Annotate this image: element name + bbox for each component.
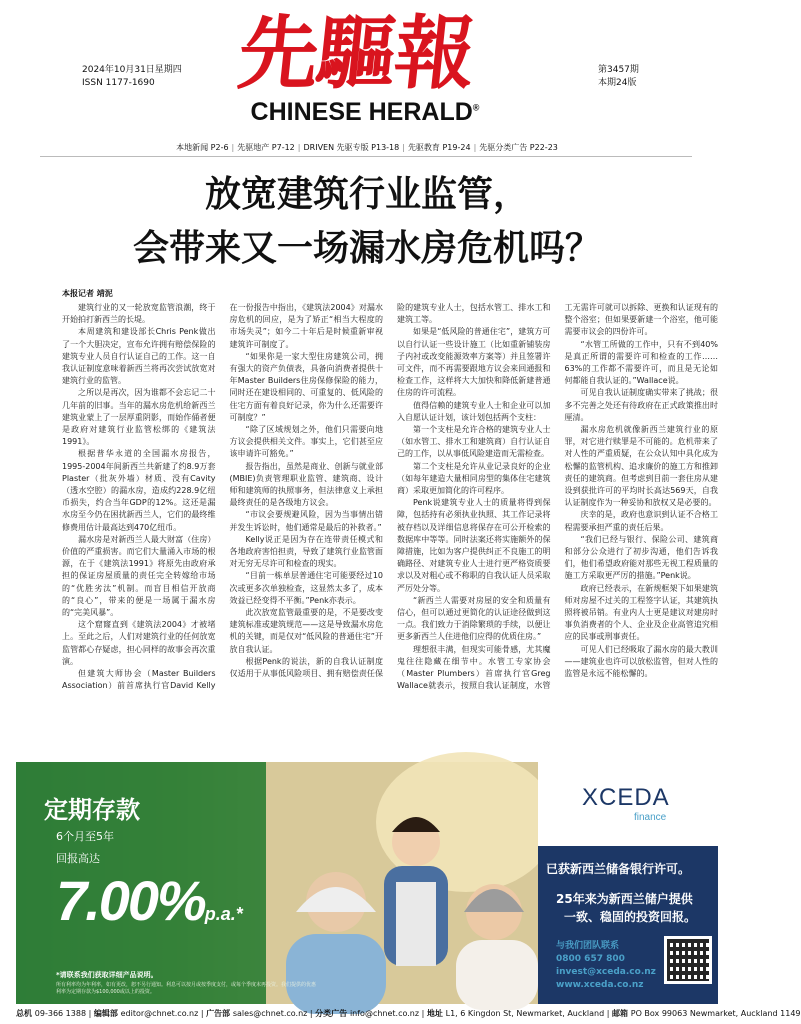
ad-rate-unit: p.a.*	[204, 904, 243, 924]
footer-item	[612, 1009, 801, 1018]
article-paragraph: 庆幸的是，政府也意识到认证不合格工程需要承担严重的责任后果。	[564, 510, 718, 532]
qr-code-icon[interactable]	[664, 936, 712, 984]
footer-item-value: L1, 6 Kingdon St, Newmarket, Auckland	[445, 1009, 605, 1018]
ad-fine-title: *请联系我们获取详细产品说明。	[56, 971, 158, 979]
masthead	[0, 0, 734, 134]
article-paragraph: “我们已经与银行、保险公司、建筑商和部分公众进行了初步沟通，他们告诉我们，他们希望政府能对那些无视工程质量的施工方采取更严厉的措施。”Penk说。	[564, 534, 718, 581]
footer-item-label: 广告部	[206, 1009, 233, 1018]
footer-item-label: 邮箱	[611, 1009, 631, 1018]
ad-license: 已获新西兰储备银行许可。	[546, 862, 691, 876]
registered-mark: ®	[472, 102, 480, 113]
ad-contact-label: 与我们团队联系	[556, 941, 620, 951]
ad-return-label: 回报高达	[56, 852, 100, 865]
xceda-finance-text: finance	[634, 812, 667, 823]
footer-item-value: sales@chnet.co.nz	[232, 1009, 308, 1018]
article-paragraph: 第二个支柱是允许从业记录良好的企业（如每年建造大量相同房型的集体住宅建筑商）采取更加简化的许可程序。	[397, 461, 551, 496]
ad-email[interactable]: invest@xceda.co.nz	[556, 967, 656, 977]
ad-contact	[556, 940, 656, 992]
headline	[40, 168, 694, 276]
article-paragraph: 值得信赖的建筑专业人士和企业可以加入自愿认证计划，该计划包括两个支柱：	[397, 400, 551, 422]
nav-item-driven[interactable]: DRIVEN 先驱专版 P13-18	[303, 143, 400, 152]
ad-rate-value: 7.00%	[56, 869, 205, 932]
byline: 本报记者 靖泥	[62, 289, 113, 298]
article-paragraph: 但建筑大师协会（Master Builders Association）前首席执行官David Kelly在一份报告中指出，《建筑法2004》对漏水房危机的回应，是为了矫正“相当大程度的市场失灵”；如今二十年后是时候重新审视建筑许可制度了。	[62, 303, 383, 691]
article-paragraph: 根据普华永道的全国漏水房报告，1995-2004年间新西兰共新建了约8.9万套Plaster（批灰外墙）材质、没有Cavity（透水空腔）的漏水房，造成约228.9亿纽币损失，约合当年GDP的12%。这还是漏水房至今仍在困扰新西兰人，它们的最终维修费用估计最高达到470亿纽币。	[62, 449, 216, 532]
footer-item-label: 编辑部	[93, 1009, 121, 1018]
footer-item	[315, 1009, 419, 1018]
article-paragraph: “目前一栋单层普通住宅可能要经过10次或更多次单独检查，这显然太多了，成本效益已经变得不平衡。”Penk亦表示。	[229, 571, 383, 605]
article-paragraph: “水管工所做的工作中，只有不到40%是真正所谓的需要许可和检查的工作……63%的工作都不需要许可，而且是无论如何都能自我认证的。”Wallace说。	[564, 339, 718, 386]
article-paragraph: 这个窟窿直到《建筑法2004》才被堵上。至此之后，人们对建筑行业的任何放宽监管都心存疑虑，担心同样的故事会再次重演。	[62, 620, 216, 666]
article-paragraph: “如果你是一家大型住房建筑公司，拥有强大的资产负债表，具备向消费者提供十年Master Builders住房保修保险的能力，同时还在建设相同的、可重复的、低风险的住宅方面有着良好记录，你为什么还需要许可制度？”	[229, 351, 383, 422]
article-paragraph: 漏水房是对新西兰人最大财富（住房）价值的严重损害。而它们大量涌入市场的根源，在于《建筑法1991》将原先由政府承担的保证房屋质量的责任完全转嫁给市场的“优胜劣汰”机制。而盲目相信开放商的“良心”，带来的便是一场属于漏水房的“完美风暴”。	[62, 534, 216, 618]
footer-item-value: 09-366 1388	[34, 1009, 87, 1018]
nav-item-property[interactable]: 先驱地产 P7-12	[237, 143, 295, 152]
advertisement[interactable]	[16, 762, 718, 1004]
footer-item	[206, 1009, 307, 1018]
nav-item-education[interactable]: 先驱教育 P19-24	[407, 143, 471, 152]
article-paragraph: “新西兰人需要对房屋的安全和质量有信心，但可以通过更简化的认证途径做到这一点。我们致力于消除繁琐的手续，以便让更多新西兰人住进他们应得的优质住房。”	[397, 595, 551, 642]
nav-item-classifieds[interactable]: 先驱分类广告 P22-23	[479, 143, 558, 152]
article-paragraph: “市议会要规避风险，因为当事情出错并发生诉讼时，他们通常是最后的补救者。”	[229, 510, 383, 532]
footer-item	[427, 1009, 604, 1018]
nav-item-local-news[interactable]: 本地新闻 P2-6	[176, 143, 229, 152]
divider	[40, 156, 692, 157]
ad-term: 6个月至5年	[56, 830, 114, 843]
ad-rate	[56, 868, 243, 933]
xceda-logo: XCEDA	[582, 784, 670, 811]
footer-item-label: 总机	[16, 1009, 35, 1018]
article-paragraph: 理想很丰满，但现实可能骨感，尤其魔鬼往往隐藏在细节中。水管工专家协会（Master Plumbers）首席执行官Greg Wallace就表示，按照自我认证制度，水管工无需许可就可以拆除、更换和认证现有的整个浴室；但如果要新建一个浴室，他可能需要市议会的四份许可。	[397, 303, 718, 691]
ad-family-photo	[266, 762, 538, 1004]
logo-english	[220, 98, 510, 127]
article-paragraph: Penk说建筑专业人士的质量将得到保障，包括持有必须执业执照、其工作记录将被存档以及详细信息将保存在可公开检索的数据库中等等。同时法案还将实施额外的保障措施，比如为客户提供纠正不良施工的明确路径、对建筑专业人士进行更严格资质要求以及对粗心或不称职的自我认证人员采取严厉处分等。	[397, 498, 551, 593]
issue-date: 2024年10月31日星期四	[82, 65, 182, 75]
footer-item	[94, 1009, 198, 1018]
issue-number: 第3457期	[598, 65, 639, 75]
footer-item-label: 分类广告	[315, 1009, 350, 1018]
ad-website[interactable]: www.xceda.co.nz	[556, 980, 644, 990]
footer-item	[16, 1009, 86, 1018]
footer-item-value: info@chnet.co.nz	[349, 1009, 420, 1018]
issn: ISSN 1177-1690	[82, 78, 155, 88]
article-paragraph: 本周建筑和建设部长Chris Penk做出了一个大胆决定，宣布允许拥有赔偿保险的建筑专业人员自行认证自己的工作。这一自我认证制度意味着新西兰将再次尝试放宽对建筑行业的监管。	[62, 327, 216, 386]
headline-line-2: 会带来又一场漏水房危机吗？	[132, 228, 601, 269]
article-paragraph: 报告指出，虽然是商业、创新与就业部(MBIE)负责管理职业监管、建筑商、设计师和建筑师的执照事务，但法律意义上承担最终责任的是各级地方议会。	[229, 461, 383, 508]
logo-chinese: 先驅報	[234, 6, 478, 100]
article-paragraph: 如果是“低风险的普通住宅”，建筑方可以自行认证一些设计施工（比如重新铺装房子内衬或改变能源效率方案等）并且签署许可文件，而不再需要跟地方议会来回通报和检查工作，这样将大大加快和降低新建普通住房的许可流程。	[397, 327, 551, 398]
footer-item-label: 地址	[426, 1009, 446, 1018]
article-paragraph: 政府已经表示，在新规框架下如果建筑师对房屋不过关的工程签字认证，其建筑执照将被吊销。有业内人士更是建议对建房时事负消费者的个人、企业及企业高管追究相应的民事或刑事责任。	[564, 583, 718, 642]
article-paragraph: 第一个支柱是允许合格的建筑专业人士（如水管工、排水工和建筑商）自行认证自己的工作，以从事低风险建造而无需检查。	[397, 425, 551, 459]
footer-item-value: PO Box 99063 Newmarket, Auckland 1149	[630, 1009, 801, 1018]
article-paragraph: “除了区域规划之外，他们只需要向地方议会提供相关文件。事实上，它们甚至应该申请许可豁免。”	[229, 425, 383, 459]
article-paragraph: 之所以是再次，因为谁都不会忘记二十几年前的旧事。当年的漏水房危机给新西兰建筑业蒙上了一层厚重阴影，而始作俑者便是政府对建筑行业监管松绑的《建筑法1991》。	[62, 388, 216, 447]
article-paragraph: 漏水房危机就像新西兰建筑行业的原罪，对它进行赎罪是不可能的。危机带来了对人性的严重质疑，在公众认知中具化成为松懈的监管机构、追求廉价的施工方和推卸责任的建筑商。但考虑到目前一套住房从建设到获批许可的平均时长高达569天，自我认证制度作为一种妥协和放权又是必要的。	[564, 425, 718, 508]
article-paragraph: 可见自我认证制度确实带来了挑战；很多不完善之处还有待政府在正式政策推出时厘清。	[564, 388, 718, 422]
page-count: 本期24版	[598, 78, 637, 88]
article-paragraph: Kelly说正是因为存在连带责任模式和各地政府害怕担责，导致了建筑行业监管面对无穷无尽许可和检查的现实。	[229, 534, 383, 569]
article-paragraph: 可见人们已经吸取了漏水房的最大教训——建筑业也许可以放松监管，但对人性的监管是永远不能松懈的。	[564, 644, 718, 679]
article-paragraph: 根据Penk的说法，新的自我认证制度仅适用于从事低风险项目、拥有赔偿责任保险的建筑专业人士，包括水管工、排水工和建筑工等。	[229, 303, 551, 679]
masthead-right-info	[598, 64, 639, 90]
masthead-left-info	[82, 64, 182, 90]
ad-fine-print: 所有利率均为年利率，如有更改，恕不另行通知。利息可以按月或按季度支付，或每个季度末再投资。我们提供的优惠利率为定期存款为$100,000或以上的投资。	[56, 982, 317, 995]
ad-phone[interactable]: 0800 657 800	[556, 954, 625, 964]
footer-contacts: 总机 09-366 1388 | 编辑部 editor@chnet.co.nz | 广告部 sales@chnet.co.nz | 分类广告 info@chnet.co.nz | 地址 L1, 6 Kingdon St, Newmarket, Auckland | 邮箱 PO Box 99063 Newmarket, Auckland 1149	[16, 1009, 801, 1018]
headline-line-1: 放宽建筑行业监管，	[204, 174, 529, 215]
ad-title: 定期存款	[44, 796, 140, 824]
footer-item-value: editor@chnet.co.nz	[120, 1009, 199, 1018]
article-body	[62, 302, 718, 756]
ad-tagline-2: 一致、稳固的投资回报。	[564, 910, 697, 924]
logo-english-text: CHINESE HERALD	[250, 98, 473, 126]
ad-tagline-1: 25年来为新西兰储户提供	[556, 892, 693, 906]
section-nav: 本地新闻 P2-6 | 先驱地产 P7-12 | DRIVEN 先驱专版 P13-18 | 先驱教育 P19-24 | 先驱分类广告 P22-23	[176, 143, 558, 152]
article-paragraph: 建筑行业的又一轮放宽监管浪潮，终于开始拍打新西兰的长堤。	[62, 303, 216, 325]
article-paragraph: 此次放宽监管最重要的是，不是要改变建筑标准或建筑规范——这是导致漏水房危机的关键，而是仅对“低风险的普通住宅”开放自我认证。	[229, 608, 383, 654]
xceda-logo-box	[538, 762, 718, 846]
